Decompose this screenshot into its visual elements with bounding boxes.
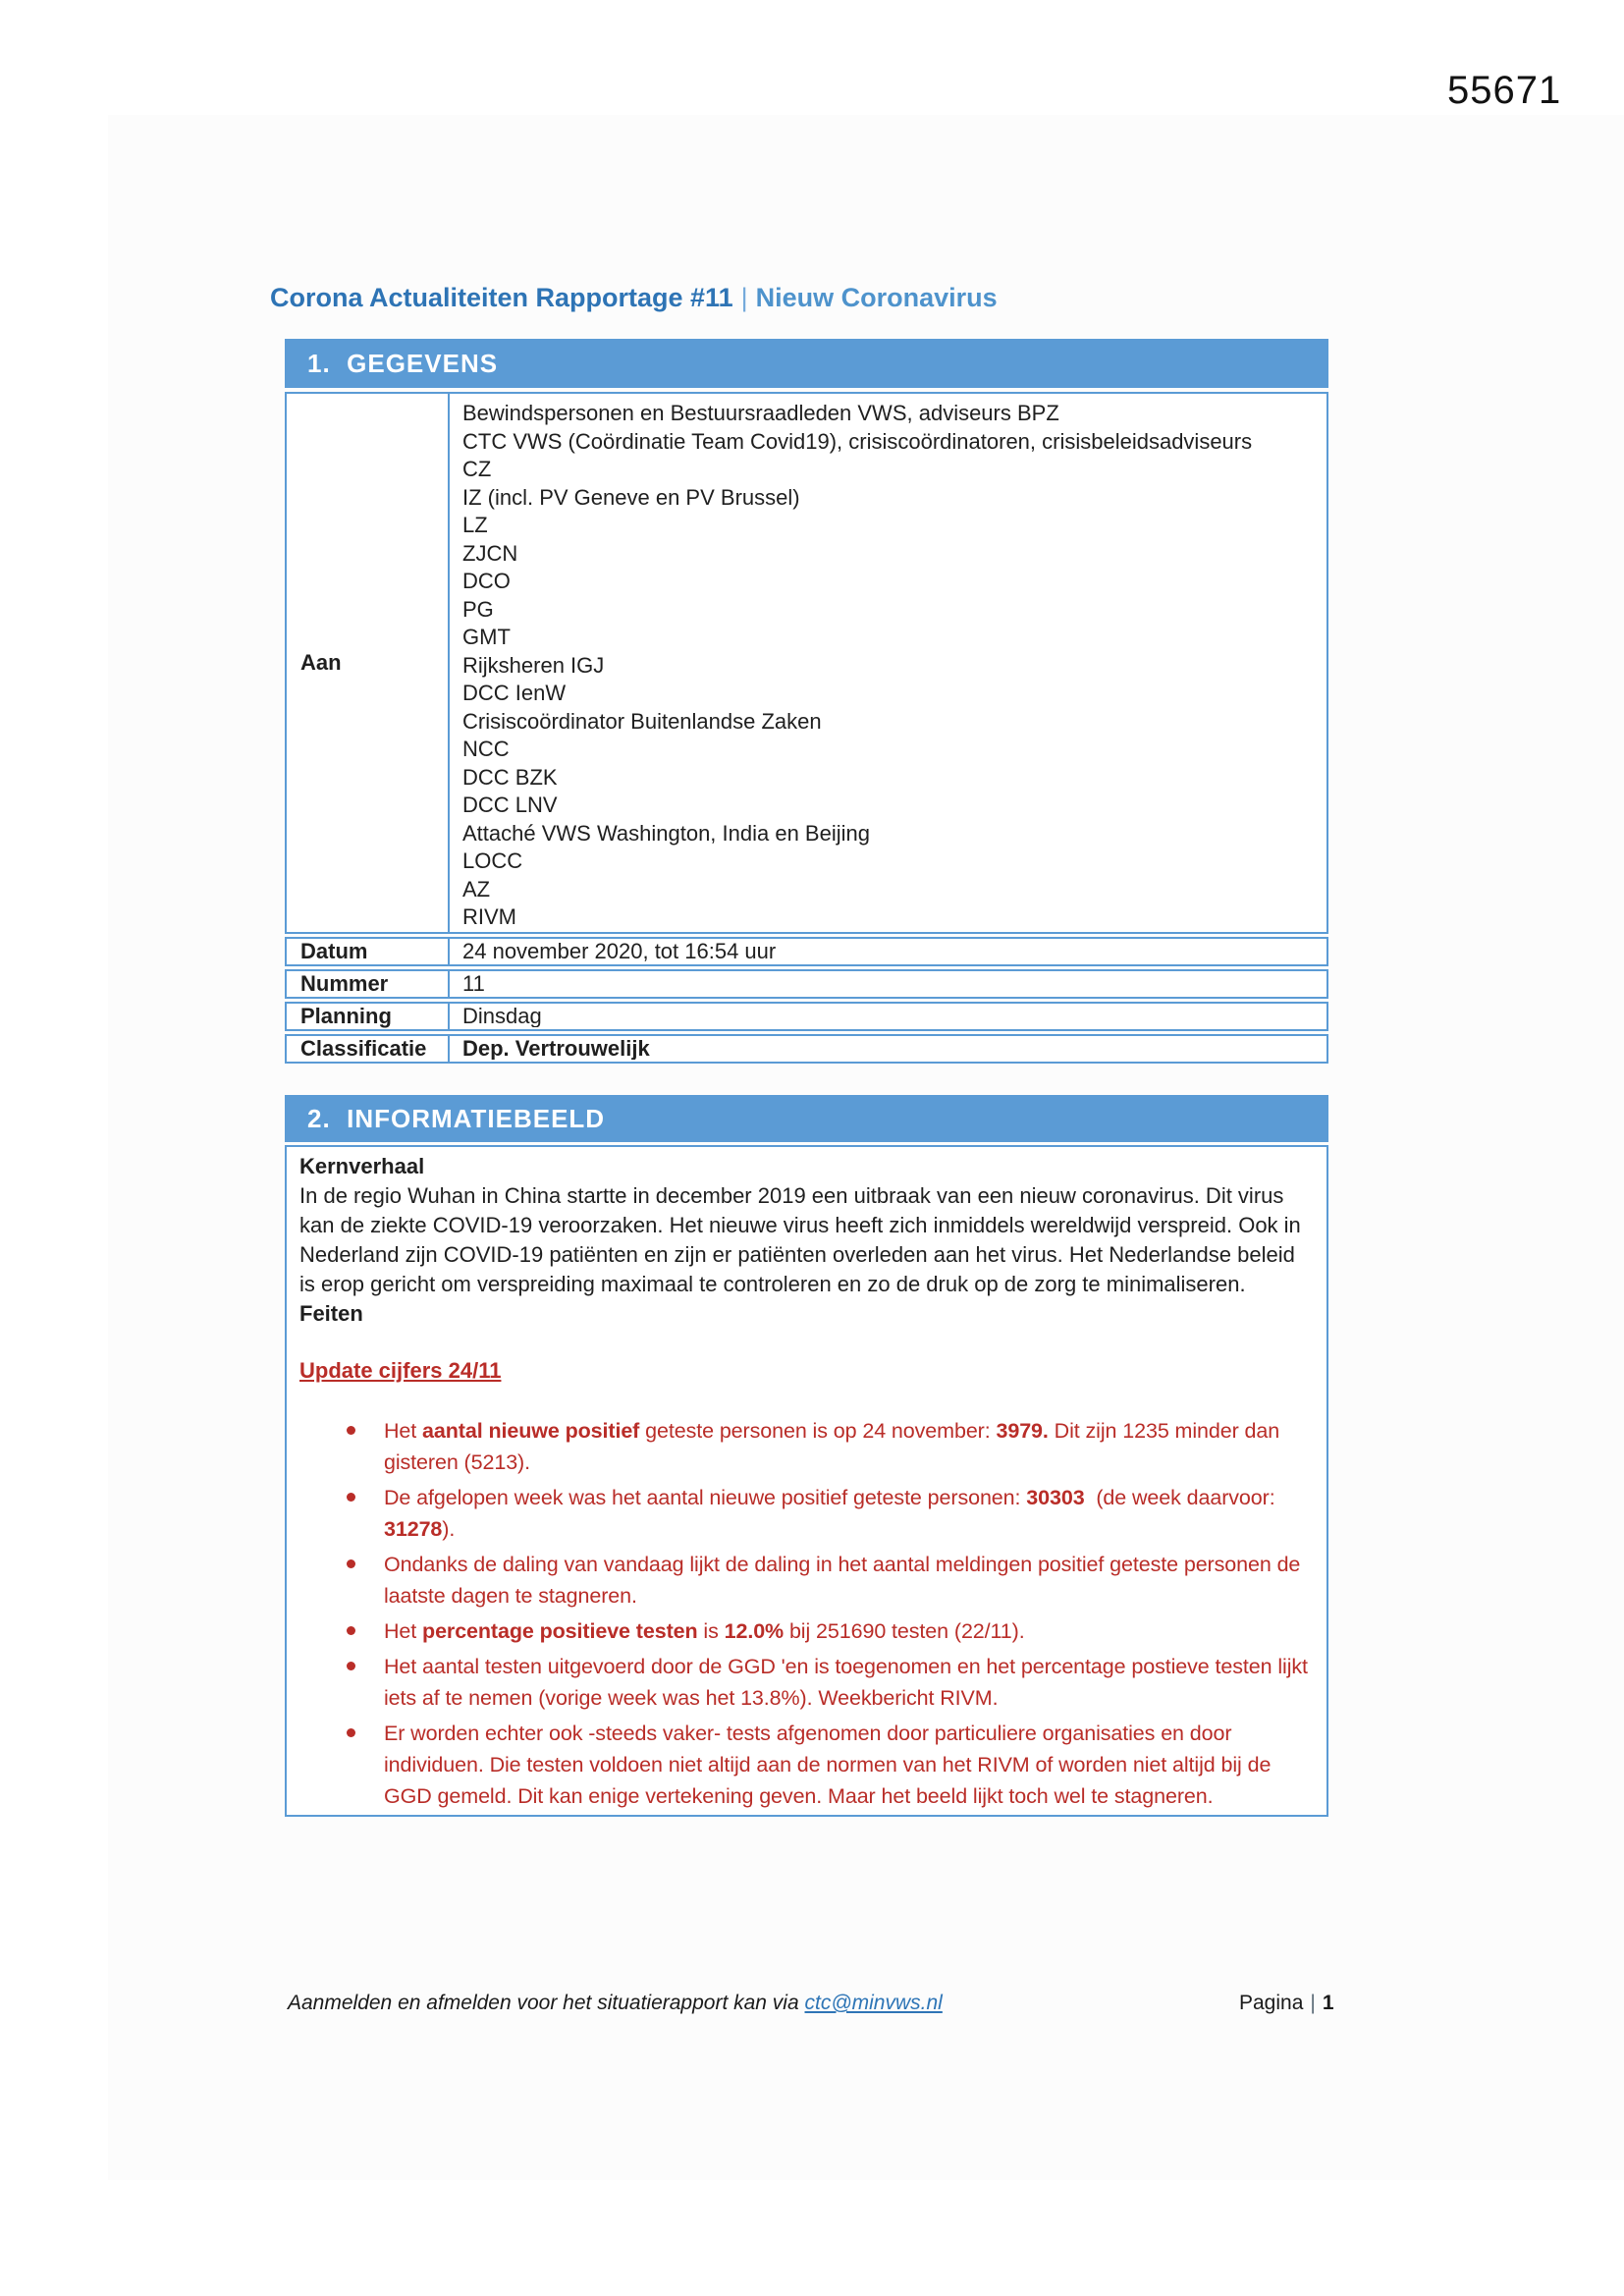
aan-label: Aan bbox=[287, 394, 450, 932]
update-bullet-list bbox=[299, 1415, 1314, 1812]
aan-recipient: IZ (incl. PV Geneve en PV Brussel) bbox=[462, 484, 800, 510]
title-subtitle: Nieuw Coronavirus bbox=[755, 283, 998, 312]
aan-recipient: NCC bbox=[462, 737, 510, 761]
bullet-dot-icon bbox=[347, 1559, 355, 1568]
bullet-item bbox=[299, 1415, 1311, 1478]
nummer-label: Nummer bbox=[287, 971, 450, 997]
bullet-dot-icon bbox=[347, 1728, 355, 1737]
title-main: Corona Actualiteiten Rapportage #11 bbox=[270, 283, 733, 312]
aan-recipient: LZ bbox=[462, 513, 488, 537]
bullet-text: De afgelopen week was het aantal nieuwe positief geteste personen: 30303 (de week daarvoor: 31278). bbox=[384, 1486, 1281, 1541]
update-cijfers-heading: Update cijfers 24/11 bbox=[299, 1358, 502, 1383]
section1-header-bar bbox=[285, 339, 1328, 388]
bullet-dot-icon bbox=[347, 1426, 355, 1435]
aan-row bbox=[285, 392, 1328, 934]
feiten-heading: Feiten bbox=[299, 1301, 363, 1326]
aan-recipient: PG bbox=[462, 596, 494, 622]
aan-recipient: CTC VWS (Coördinatie Team Covid19), crisiscoördinatoren, crisisbeleidsadviseurs bbox=[462, 428, 1253, 454]
bullet-dot-icon bbox=[347, 1626, 355, 1635]
aan-recipient: Rijksheren IGJ bbox=[462, 652, 605, 678]
info-row-datum bbox=[285, 937, 1328, 966]
page-number: 1 bbox=[1322, 1992, 1334, 2014]
informatiebeeld-body bbox=[285, 1145, 1328, 1817]
bullet-item bbox=[299, 1615, 1311, 1647]
bullet-item bbox=[299, 1482, 1311, 1545]
footer-note-text: Aanmelden en afmelden voor het situatierapport kan via bbox=[288, 1992, 805, 2014]
planning-label: Planning bbox=[287, 1004, 450, 1029]
bullet-text: Het aantal testen uitgevoerd door de GGD 'en is toegenomen en het percentage postieve testen lijkt iets af te nemen (vorige week was het 13.8%). Weekbericht RIVM. bbox=[384, 1655, 1314, 1710]
section2-header-bar bbox=[285, 1095, 1328, 1142]
aan-recipient: DCO bbox=[462, 569, 511, 593]
bullet-text: Er worden echter ook -steeds vaker- tests afgenomen door particuliere organisaties en door individuen. Die testen voldoen niet altijd aan de normen van het RIVM of worden niet altijd bij de GGD gemeld. Dit kan enige vertekening geven. Maar het beeld lijkt toch wel te stagneren. bbox=[384, 1722, 1277, 1808]
aan-recipient: CZ bbox=[462, 457, 492, 481]
aan-recipient: GMT bbox=[462, 625, 511, 649]
aan-recipient: DCC LNV bbox=[462, 793, 558, 817]
kernverhaal-paragraph: In de regio Wuhan in China startte in december 2019 een uitbraak van een nieuw coronavirus. Dit virus kan de ziekte COVID-19 veroorzaken. Het nieuwe virus heeft zich inmiddels wereldwijd verspreid. Ook in Nederland zijn COVID-19 patiënten en zijn er patiënten overleden aan het virus. Het Nederlandse beleid is erop gericht om verspreiding maximaal te controleren en zo de druk op de zorg te minimaliseren. bbox=[299, 1183, 1301, 1296]
page-label: Pagina bbox=[1239, 1992, 1304, 2014]
aan-recipient: ZJCN bbox=[462, 540, 518, 566]
kernverhaal-heading: Kernverhaal bbox=[299, 1154, 425, 1178]
aan-recipient: Attaché VWS Washington, India en Beijing bbox=[462, 820, 870, 846]
bullet-item bbox=[299, 1549, 1311, 1612]
bullet-dot-icon bbox=[347, 1662, 355, 1670]
footer-email-link[interactable]: ctc@minvws.nl bbox=[804, 1992, 943, 2014]
section-gegevens bbox=[285, 339, 1328, 1064]
info-row-planning bbox=[285, 1002, 1328, 1031]
bullet-dot-icon bbox=[347, 1493, 355, 1502]
aan-recipient: Bewindspersonen en Bestuursraadleden VWS, adviseurs BPZ bbox=[462, 401, 1059, 425]
section2-header-label: 2. INFORMATIEBEELD bbox=[307, 1103, 606, 1133]
info-row-nummer bbox=[285, 969, 1328, 999]
bullet-text: Het percentage positieve testen is 12.0% bij 251690 testen (22/11). bbox=[384, 1619, 1025, 1643]
aan-recipient-list bbox=[450, 394, 1326, 932]
classificatie-value: Dep. Vertrouwelijk bbox=[462, 1038, 650, 1060]
aan-recipient: RIVM bbox=[462, 904, 516, 929]
title-separator: | bbox=[740, 283, 748, 312]
aan-recipient: Crisiscoördinator Buitenlandse Zaken bbox=[462, 708, 822, 734]
bullet-text: Ondanks de daling van vandaag lijkt de daling in het aantal meldingen positief geteste personen de laatste dagen te stagneren. bbox=[384, 1553, 1307, 1608]
aan-recipient: DCC IenW bbox=[462, 681, 567, 705]
bullet-item bbox=[299, 1718, 1311, 1812]
datum-label: Datum bbox=[287, 939, 450, 964]
classificatie-label: Classificatie bbox=[287, 1036, 450, 1062]
section1-header-label: 1. GEGEVENS bbox=[307, 348, 499, 378]
datum-value: 24 november 2020, tot 16:54 uur bbox=[462, 941, 777, 962]
aan-recipient: LOCC bbox=[462, 848, 523, 873]
bullet-item bbox=[299, 1651, 1314, 1714]
page-separator: | bbox=[1310, 1992, 1316, 2014]
doc-number: 55671 bbox=[1447, 69, 1562, 112]
aan-recipient: AZ bbox=[462, 876, 491, 902]
bullet-text: Het aantal nieuwe positief geteste personen is op 24 november: 3979. Dit zijn 1235 minder dan gisteren (5213). bbox=[384, 1419, 1285, 1474]
footer-page-indicator bbox=[1239, 1992, 1334, 2015]
document-title bbox=[270, 283, 998, 313]
aan-recipient: DCC BZK bbox=[462, 764, 558, 790]
info-row-classificatie bbox=[285, 1034, 1328, 1064]
footer-subscribe-note bbox=[288, 1992, 943, 2015]
nummer-value: 11 bbox=[462, 973, 485, 995]
section-informatiebeeld bbox=[285, 1095, 1328, 1817]
planning-value: Dinsdag bbox=[462, 1006, 542, 1027]
